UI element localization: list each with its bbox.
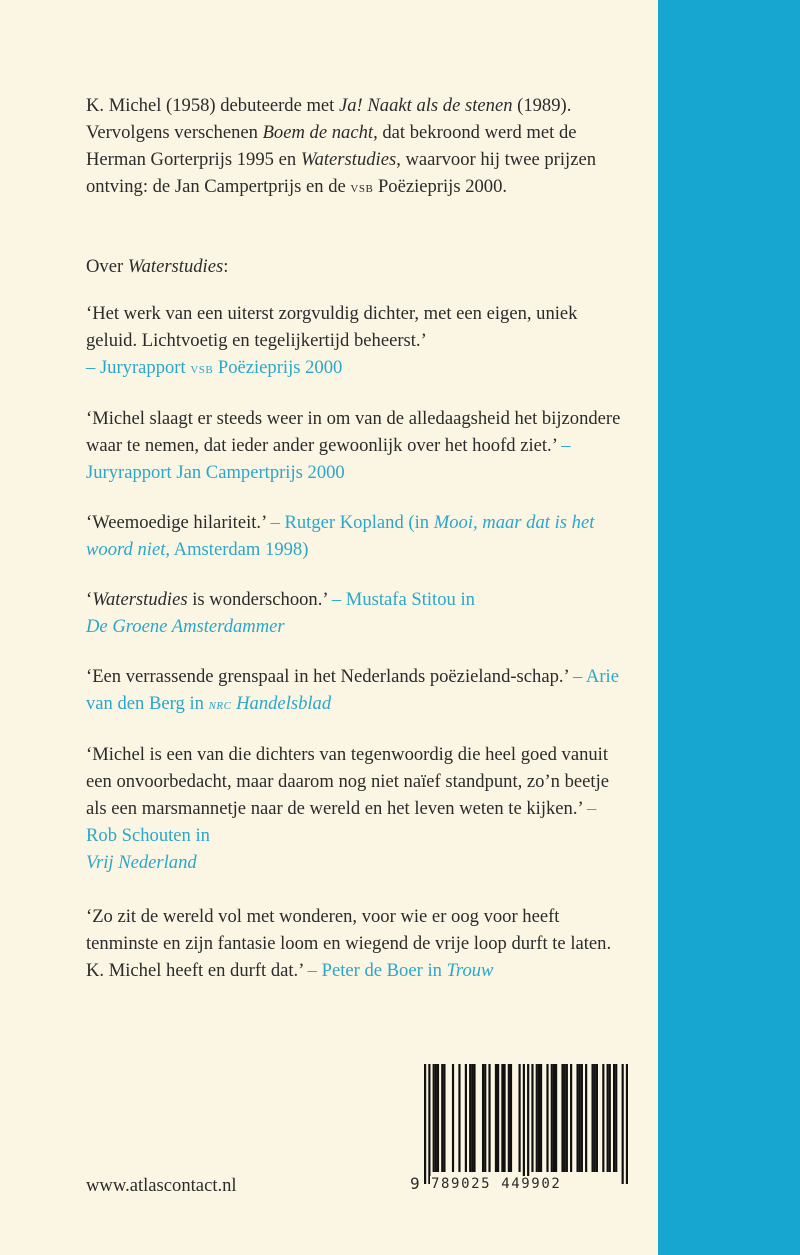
barcode-bar [471,1064,473,1172]
quote-text: ‘Een verrassende grenspaal in het Nederlands poëzieland-schap.’ [86,666,569,687]
bio-text: Poëzieprijs 2000. [373,176,508,197]
source-text: – Rutger Kopland (in [265,512,434,533]
barcode-bar [484,1064,486,1172]
bio-text: , waarvoor hij twee prijzen ontving: de Jan Campertprijs en de [86,149,597,197]
barcode-bar [497,1064,499,1172]
barcode-bar [594,1064,596,1172]
barcode-bar [501,1064,503,1172]
back-cover-text [86,92,626,1007]
barcode-bar [508,1064,510,1172]
heading-text: : [223,256,229,277]
barcode-bar [540,1064,542,1172]
quote-text: ‘Michel is een van die dichters van tegenwoordig die heel goed vanuit een onvoorbedacht, maar daarom nog niet naïef standpunt, zo’n beetje als een marsmannetje naar de wereld en het leven weten te kijken.’ [86,744,610,819]
barcode-bar [503,1064,505,1172]
source-text: Poëzieprijs 2000 [213,357,343,378]
bio-text: K. Michel (1958) debuteerde met [86,95,339,116]
barcode-first-digit: 9 [410,1174,420,1193]
barcode-bar [441,1064,443,1172]
quote-text: ‘Zo zit de wereld vol met wonderen, voor wie er oog voor heeft tenminste en zijn fantasie loom en wiegend de vrije loop durft te laten. K. Michel heeft en durft dat.’ [86,906,612,981]
review-quote [86,405,626,486]
barcode-bar [428,1064,430,1184]
barcode-bar [585,1064,587,1172]
barcode-bar [596,1064,598,1172]
publication-name: Handelsblad [231,693,332,714]
barcode-bar [458,1064,460,1172]
bio-text: (1989). Vervolgens verschenen [86,95,572,143]
barcode-bar [555,1064,557,1172]
barcode-bar [564,1064,566,1172]
barcode-bar [579,1064,581,1172]
source-text: – Peter de Boer in [303,960,447,981]
barcode-bar [488,1064,490,1172]
barcode-bar [473,1064,475,1172]
review-quote [86,509,626,563]
barcode-bar [482,1064,484,1172]
barcode-bar [607,1064,609,1172]
barcode-bar [553,1064,555,1172]
publication-name: Trouw [446,960,494,981]
barcode-bar [443,1064,445,1172]
barcode-bar [510,1064,512,1172]
quote-text: ‘Michel slaagt er steeds weer in om van de alledaagsheid het bijzondere waar te nemen, dat ieder ander gewoonlijk over het hoofd ziet.’ [86,408,621,456]
small-caps-abbrev: nrc [208,696,232,713]
barcode-bar [551,1064,553,1172]
barcode-digits: 789025 449902 [431,1176,562,1192]
barcode-bar [538,1064,540,1172]
barcode-bar [469,1064,471,1172]
barcode-bar [602,1064,604,1172]
source-text: – Juryrapport [86,357,191,378]
barcode-bar [527,1064,529,1184]
barcode-bar [591,1064,593,1172]
barcode-bar [518,1064,520,1172]
book-title: Boem de nacht [262,122,374,143]
barcode-bar [452,1064,454,1172]
source-text: – Rob Schouten in [86,798,597,846]
book-title: Waterstudies [92,589,188,610]
barcode-bar [622,1064,624,1184]
book-title: Ja! Naakt als de stenen [339,95,513,116]
review-quote [86,586,626,640]
quote-text: ‘Het werk van een uiterst zorgvuldig dichter, met een eigen, uniek geluid. Lichtvoetig en tegelijkertijd beheerst.’ [86,303,578,351]
publication-name: Vrij Nederland [86,852,197,873]
barcode-bar [437,1064,439,1172]
quote-text: is wonderschoon.’ [187,589,328,610]
blue-spine-band [658,0,800,1255]
reviews-heading [86,253,626,280]
source-text: – Arie van den Berg in [86,666,619,714]
barcode-bar [536,1064,538,1172]
review-quote [86,741,626,876]
book-title: Waterstudies [300,149,397,170]
barcode-bar [435,1064,437,1172]
barcode-bar [424,1064,426,1184]
barcode-bar [566,1064,568,1172]
barcode-bar [546,1064,548,1172]
barcode-bar [570,1064,572,1172]
heading-text: Over [86,256,128,277]
quote-source: – Juryrapport Jan Campertprijs 2000 [86,435,571,483]
barcode-bar [465,1064,467,1172]
source-text: – Mustafa Stitou in [327,589,475,610]
barcode-bar [433,1064,435,1172]
barcode-bar [523,1064,525,1184]
review-quote [86,903,626,984]
quote-source [303,960,493,981]
quote-text: ‘ [86,589,93,610]
source-title: Mooi, maar dat is het woord niet [86,512,595,560]
barcode-bar [613,1064,615,1172]
publisher-website-link[interactable]: www.atlascontact.nl [86,1175,237,1196]
review-quote [86,663,626,718]
quote-source [86,357,342,378]
barcode-bar [576,1064,578,1172]
quote-text: ‘Weemoedige hilariteit.’ [86,512,266,533]
barcode-bar [609,1064,611,1172]
barcode-bar [561,1064,563,1172]
barcode-bar [626,1064,628,1184]
review-quote [86,300,626,382]
author-bio [86,92,626,201]
book-title: Waterstudies [127,256,224,277]
barcode-bar [495,1064,497,1172]
publication-name: De Groene Amsterdammer [86,616,285,637]
small-caps-abbrev: vsb [190,360,214,377]
barcode-bar [581,1064,583,1172]
source-text: , Amsterdam 1998) [165,539,309,560]
barcode-bar [531,1064,533,1172]
isbn-barcode [410,1064,628,1196]
barcode-bar [615,1064,617,1172]
small-caps-abbrev: vsb [350,179,374,196]
barcode-bars [424,1064,628,1184]
bio-text: , dat bekroond werd met de Herman Gorterprijs 1995 en [86,122,577,170]
